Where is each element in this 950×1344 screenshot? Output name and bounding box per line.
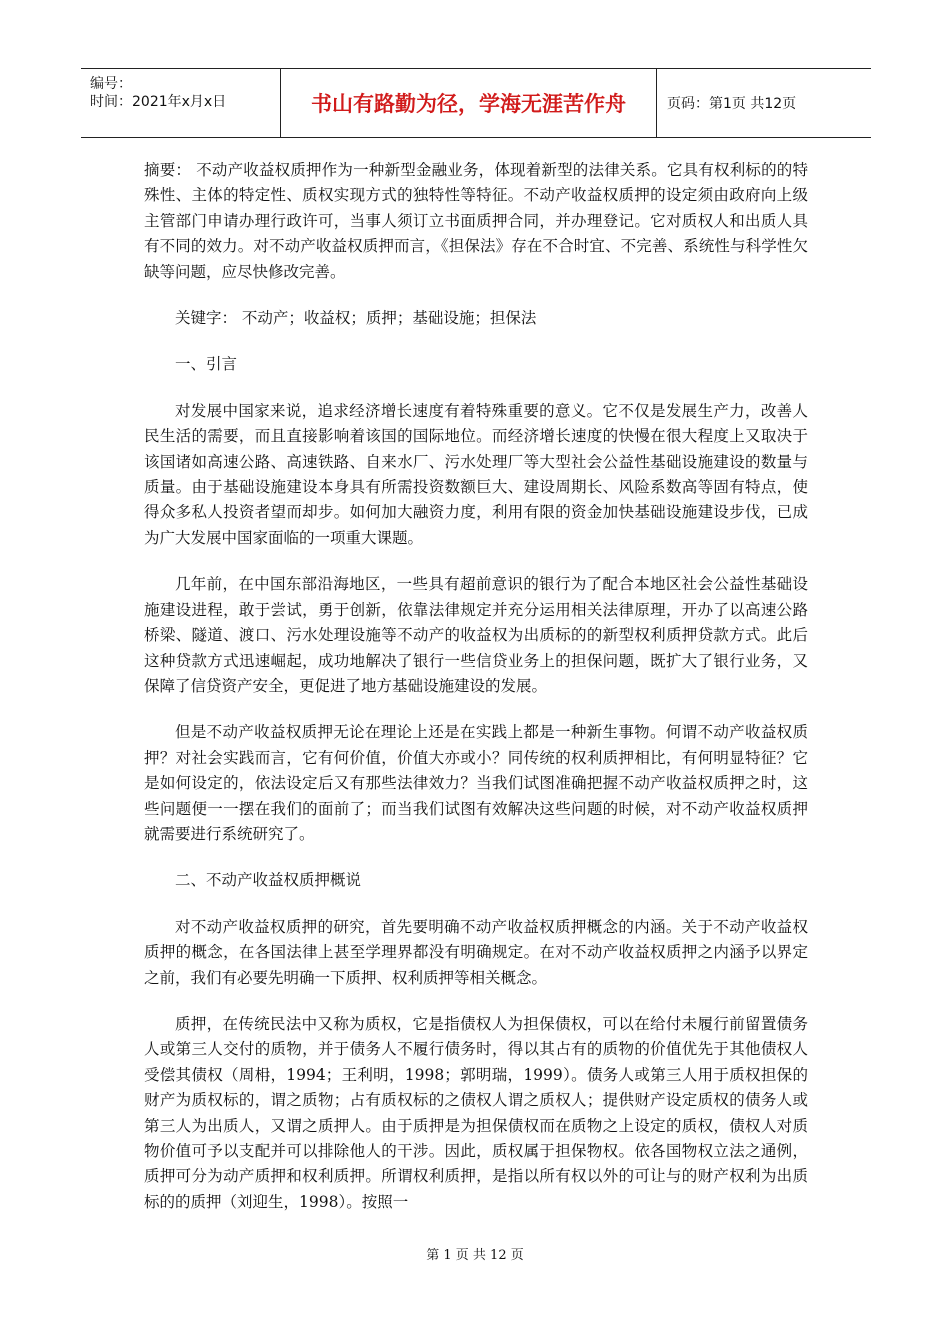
document-body [144,158,808,1236]
body-paragraph: 但是不动产收益权质押无论在理论上还是在实践上都是一种新生事物。何谓不动产收益权质押？对社会实践而言，它有何价值，价值大亦或小？同传统的权利质押相比，有何明显特征？它是如何设定的，依法设定后又有那些法律效力？当我们试图准确把握不动产收益权质押之时，这些问题便一一摆在我们的面前了；而当我们试图有效解决这些问题的时候，对不动产收益权质押就需要进行系统研究了。 [144,723,808,843]
body-paragraph: 几年前，在中国东部沿海地区，一些具有超前意识的银行为了配合本地区社会公益性基础设施建设进程，敢于尝试，勇于创新，依靠法律规定并充分运用相关法律原理，开办了以高速公路桥梁、隧道、渡口、污水处理设施等不动产的收益权为出质标的的新型权利质押贷款方式。此后这种贷款方式迅速崛起，成功地解决了银行一些信贷业务上的担保问题，既扩大了银行业务，又保障了信贷资产安全，更促进了地方基础设施建设的发展。 [144,575,808,695]
document-header [81,68,871,138]
document-time-label: 时间：2021年x月x日 [90,94,227,110]
header-meta-cell [81,69,281,137]
body-paragraph: 对不动产收益权质押的研究，首先要明确不动产收益权质押概念的内涵。关于不动产收益权质押的概念，在各国法律上甚至学理界都没有明确规定。在对不动产收益权质押之内涵予以界定之前，我们有必要先明确一下质押、权利质押等相关概念。 [144,917,808,987]
document-number-label: 编号： [90,76,132,92]
section-heading-overview: 二、不动产收益权质押概说 [175,871,362,890]
keywords-line: 关键字： 不动产；收益权；质押；基础设施；担保法 [175,309,537,328]
header-page-info: 页码：第1页 共12页 [667,96,797,112]
header-motto: 书山有路勤为径，学海无涯苦作舟 [281,69,657,137]
page-footer: 第 1 页 共 12 页 [426,1248,524,1263]
section-heading-introduction: 一、引言 [175,355,238,374]
body-paragraph: 对发展中国家来说，追求经济增长速度有着特殊重要的意义。它不仅是发展生产力，改善人民生活的需要，而且直接影响着该国的国际地位。而经济增长速度的快慢在很大程度上又取决于该国诸如高速公路、高速铁路、自来水厂、污水处理厂等大型社会公益性基础设施建设的数量与质量。由于基础设施建设本身具有所需投资数额巨大、建设周期长、风险系数高等固有特点，使得众多私人投资者望而却步。如何加大融资力度，利用有限的资金加快基础设施建设步伐，已成为广大发展中国家面临的一项重大课题。 [144,401,808,547]
body-paragraph: 质押，在传统民法中又称为质权，它是指债权人为担保债权，可以在给付未履行前留置债务人或第三人交付的质物，并于债务人不履行债务时，得以其占有的质物的价值优先于其他债权人受偿其债权（周枏，1994；王利明，1998；郭明瑞，1999）。债务人或第三人用于质权担保的财产为质权标的，谓之质物；占有质权标的之债权人谓之质权人；提供财产设定质权的债务人或第三人为出质人，又谓之质押人。由于质押是为担保债权而在质物之上设定的质权，债权人对质物价值可予以支配并可以排除他人的干涉。因此，质权属于担保物权。依各国物权立法之通例，质押可分为动产质押和权利质押。所谓权利质押，是指以所有权以外的可让与的财产权利为出质标的的质押（刘迎生，1998）。按照一 [144,1014,808,1211]
abstract-paragraph: 摘要： 不动产收益权质押作为一种新型金融业务，体现着新型的法律关系。它具有权利标的的特殊性、主体的特定性、质权实现方式的独特性等特征。不动产收益权质押的设定须由政府向上级主管部门申请办理行政许可，当事人须订立书面质押合同，并办理登记。它对质权人和出质人具有不同的效力。对不动产收益权质押而言，《担保法》存在不合时宜、不完善、系统性与科学性欠缺等问题，应尽快修改完善。 [144,161,808,281]
